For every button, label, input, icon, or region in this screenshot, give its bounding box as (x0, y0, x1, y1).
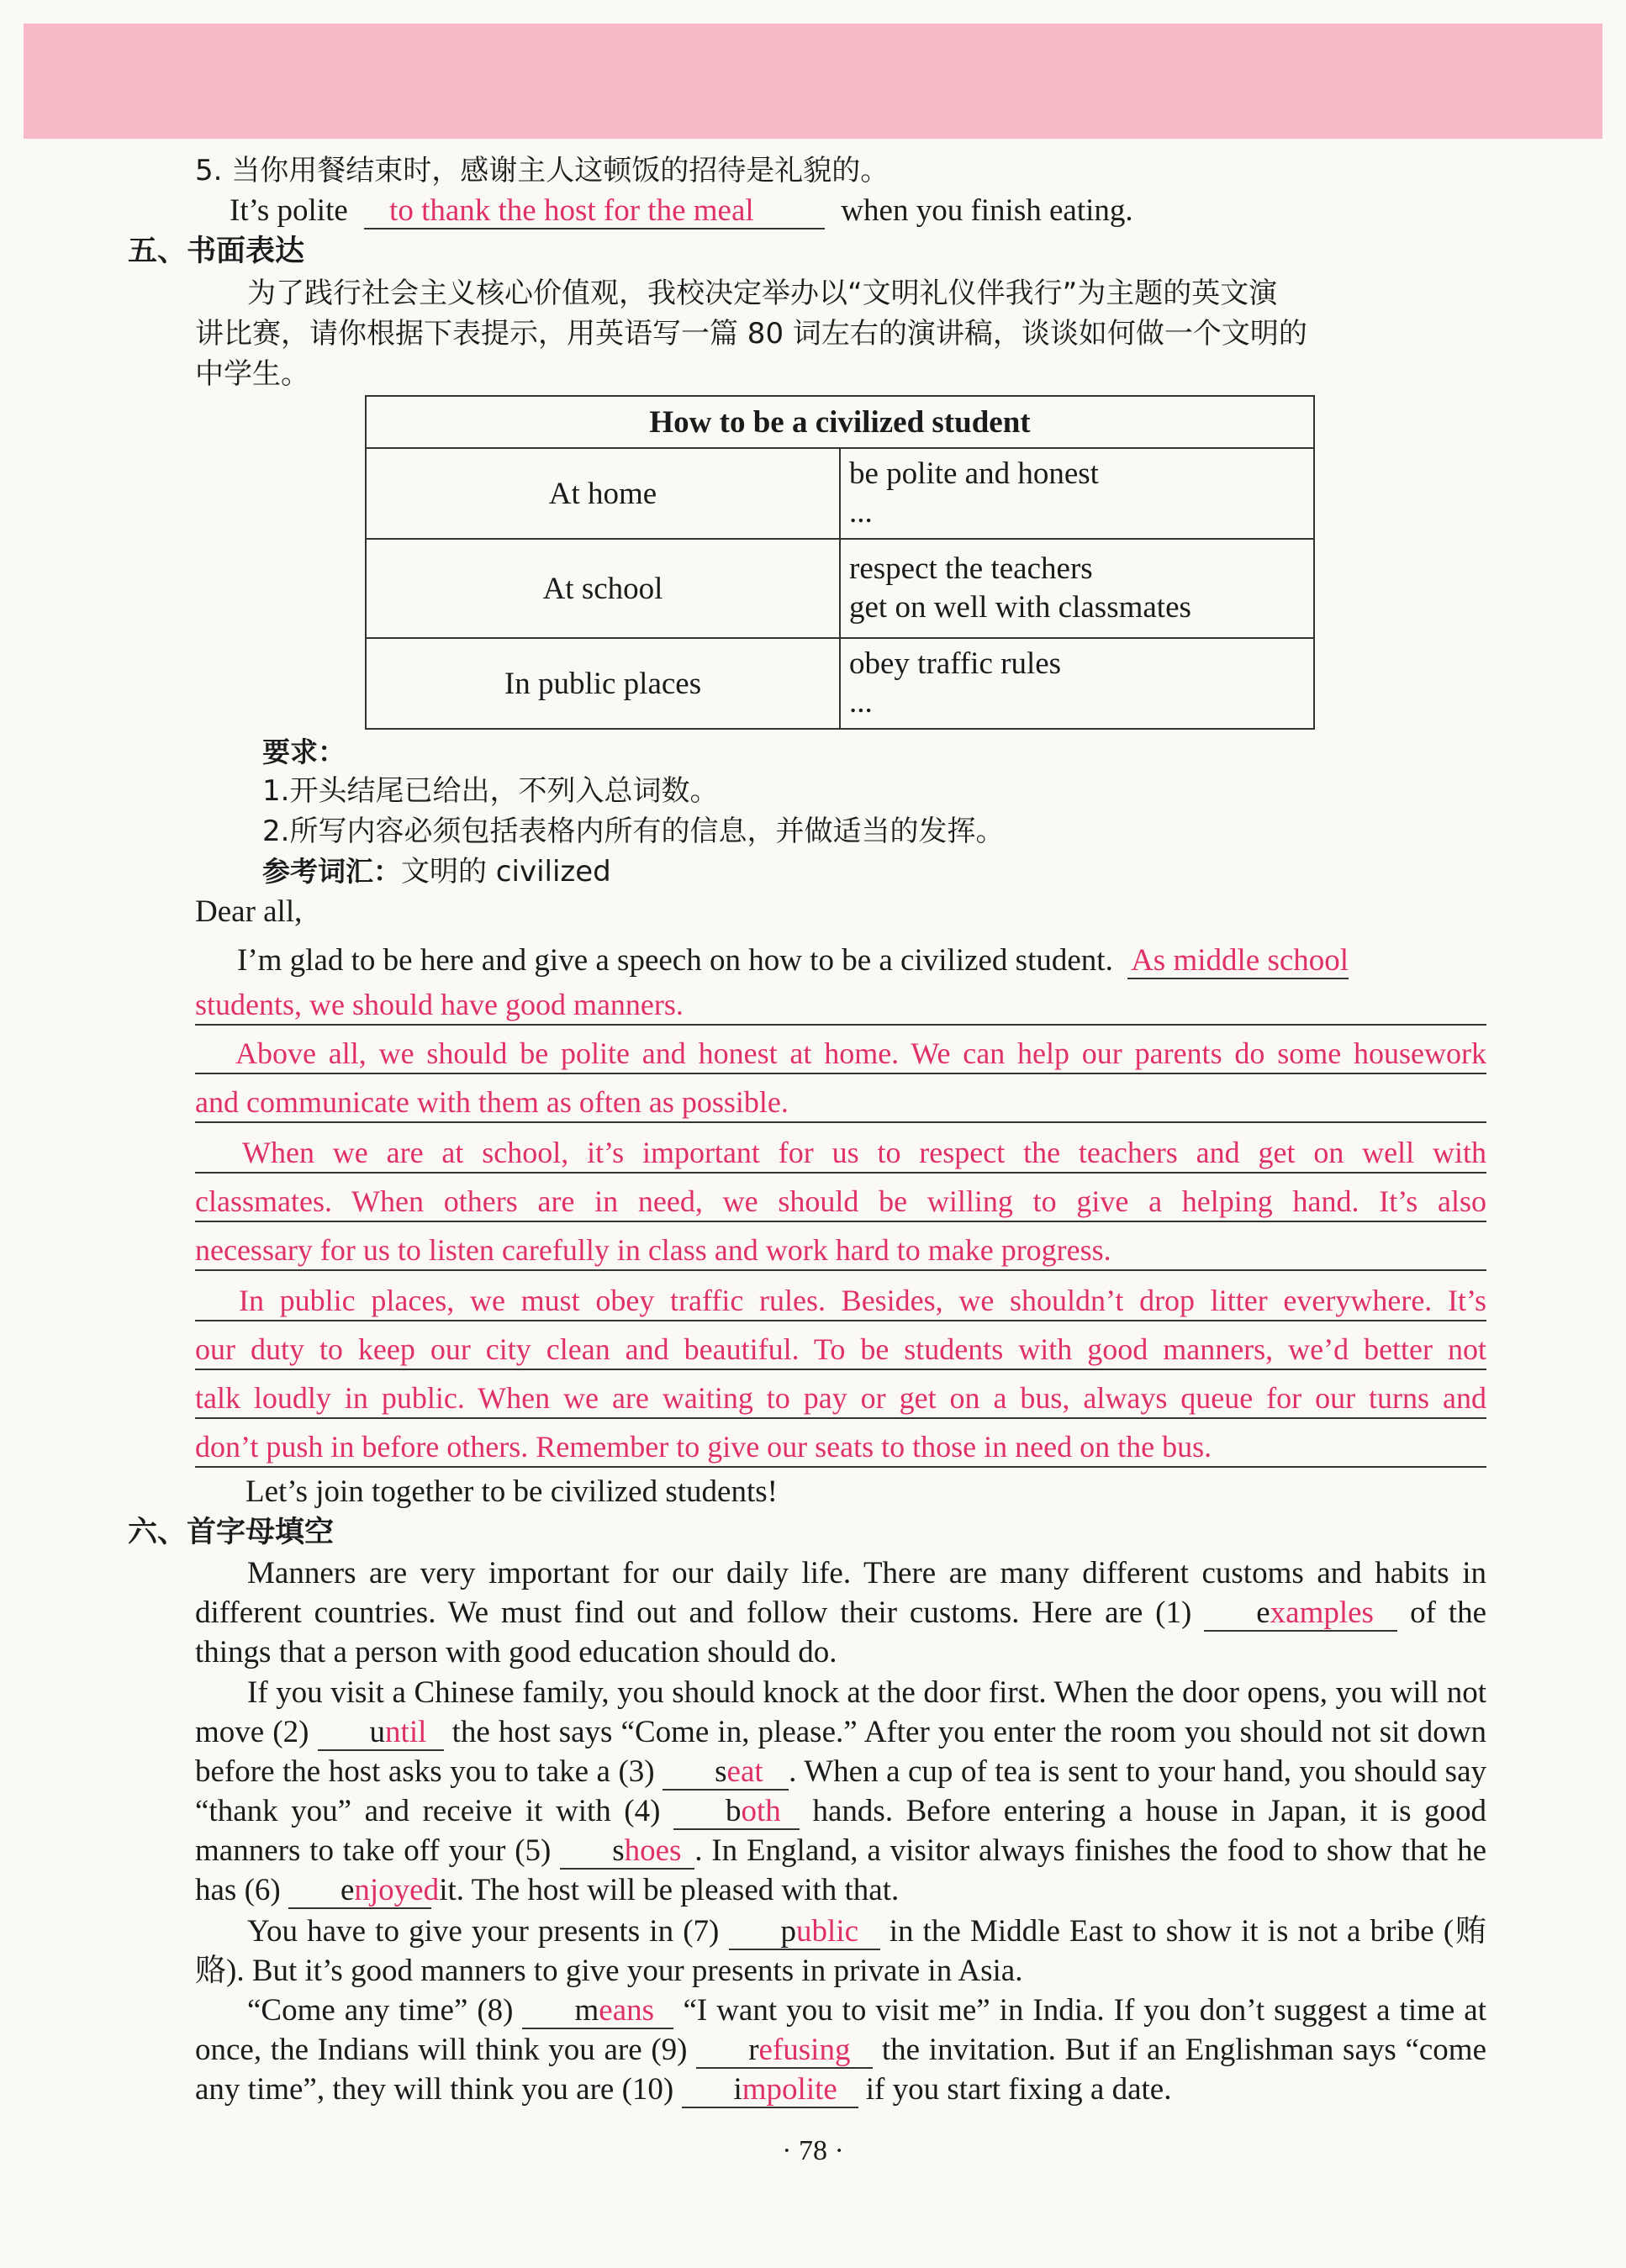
section5-title: 五、书面表达 (128, 235, 305, 268)
answer-first: As middle school (1127, 944, 1349, 979)
cloze-paragraph-1 (195, 1553, 1486, 1672)
cloze-text: the host says “Come in, please.” After you enter the room you should not sit down before the host asks you to take a (3) (195, 1715, 1486, 1789)
cloze-text: the invitation. But if an Englishman says “come any time”, they will think you are (10) (195, 2033, 1487, 2107)
table-hint-line: be polite and honest (849, 456, 1099, 491)
requirement-2: 2.所写内容必须包括表格内所有的信息，并做适当的发挥。 (262, 815, 1005, 848)
cloze-paragraph-4 (195, 1991, 1486, 2109)
cloze-blank-6: enjoyed (288, 1874, 431, 1909)
q5-before: It’s polite (230, 193, 348, 228)
q5-answer-blank (364, 194, 825, 229)
hint-table (365, 395, 1315, 730)
cloze-text: “Come any time” (8) (247, 1993, 514, 2028)
answer-line: Above all, we should be polite and honest at home. We can help our parents do some housework (195, 1034, 1486, 1074)
table-hint-line: get on well with classmates (849, 590, 1191, 625)
hint-table-title: How to be a civilized student (366, 396, 1314, 448)
opening-text: I’m glad to be here and give a speech on how to be a civilized student. (237, 943, 1113, 978)
table-hint-line: ... (849, 495, 873, 530)
answer-line: and communicate with them as often as possible. (195, 1083, 1486, 1123)
cloze-text: in the Middle East to show it is not a bribe (贿赂). But it’s good manners to give your presents in private in Asia. (195, 1914, 1487, 1988)
table-hints (840, 448, 1314, 539)
cloze-blank-5: shoes (560, 1834, 694, 1870)
cloze-text: it. The host will be pleased with that. (439, 1873, 900, 1907)
cloze-text: If you visit a Chinese family, you should knock at the door first. When the door opens, you will not move (2) (195, 1675, 1486, 1749)
table-hint-line: obey traffic rules (849, 646, 1062, 681)
prompt-line-1: 为了践行社会主义核心价值观，我校决定举办以“文明礼仪伴我行”为主题的英文演 (247, 277, 1278, 310)
cloze-blank-4: both (673, 1795, 800, 1830)
requirements-title: 要求： (262, 736, 346, 768)
vocab-line (262, 852, 611, 891)
prompt-line-3: 中学生。 (195, 357, 309, 391)
table-place: In public places (366, 638, 840, 729)
cloze-blank-2: until (318, 1716, 444, 1751)
q5-answer: to thank the host for the meal (389, 193, 754, 228)
cloze-text: if you start fixing a date. (865, 2072, 1172, 2107)
answer-line: In public places, we must obey traffic rules. Besides, we shouldn’t drop litter everywhere. It’s (195, 1281, 1486, 1321)
closing: Let’s join together to be civilized students! (245, 1474, 778, 1509)
answer-line: classmates. When others are in need, we should be willing to give a helping hand. It’s also (195, 1182, 1486, 1222)
requirement-1: 1.开头结尾已给出，不列入总词数。 (262, 774, 719, 808)
prompt-line-2: 讲比赛，请你根据下表提示，用英语写一篇 80 词左右的演讲稿，谈谈如何做一个文明的 (195, 317, 1307, 351)
greeting: Dear all, (195, 894, 303, 929)
answer-line: necessary for us to listen carefully in class and work hard to make progress. (195, 1231, 1486, 1271)
answer-line: students, we should have good manners. (195, 985, 1486, 1026)
cloze-paragraph-2 (195, 1673, 1486, 1910)
cloze-blank-7: public (729, 1915, 880, 1950)
vocab: 文明的 civilized (401, 855, 611, 889)
cloze-blank-10: impolite (682, 2073, 858, 2108)
table-hints (840, 638, 1314, 729)
table-hint-line: respect the teachers (849, 551, 1093, 586)
cloze-text: “I want you to visit me” in India. If you don’t suggest a time at once, the Indians will think you are (9) (195, 1993, 1487, 2067)
answer-line: our duty to keep our city clean and beautiful. To be students with good manners, we’d better not (195, 1330, 1486, 1370)
answer-line: don’t push in before others. Remember to give our seats to those in need on the bus. (195, 1427, 1486, 1468)
cloze-text: hands. Before entering a house in Japan, it is good manners to take off your (5) (195, 1794, 1486, 1868)
table-place: At school (366, 539, 840, 638)
table-place: At home (366, 448, 840, 539)
cloze-blank-8: means (522, 1994, 673, 2029)
table-row (366, 448, 1314, 539)
cloze-text: . When a cup of tea is sent to your hand, you should say “thank you” and receive it with (4) (195, 1754, 1487, 1828)
cloze-blank-9: refusing (696, 2033, 873, 2069)
cloze-text: . In England, a visitor always finishes the food to show that he has (6) (195, 1833, 1487, 1907)
cloze-paragraph-3 (195, 1912, 1486, 1991)
section6-title: 六、首字母填空 (128, 1516, 335, 1549)
cloze-blank-1: examples (1204, 1596, 1397, 1632)
page-number: · 78 · (782, 2135, 844, 2166)
answer-line: When we are at school, it’s important for us to respect the teachers and get on well with (195, 1133, 1486, 1174)
q5-chinese: 5. 当你用餐结束时，感谢主人这顿饭的招待是礼貌的。 (195, 154, 890, 187)
q5-after: when you finish eating. (841, 193, 1133, 228)
q5-sentence (230, 192, 1133, 230)
table-row (366, 638, 1314, 729)
cloze-text: Manners are very important for our daily life. There are many different customs and habits in different countries. We must find out and follow their customs. Here are (1) (195, 1556, 1486, 1630)
cloze-text: of the things that a person with good education should do. (195, 1596, 1487, 1669)
table-row (366, 539, 1314, 638)
answer-line: talk loudly in public. When we are waiting to pay or get on a bus, always queue for our turns and (195, 1379, 1486, 1419)
table-hint-line: ... (849, 685, 873, 720)
vocab-label: 参考词汇： (262, 855, 401, 888)
table-hints (840, 539, 1314, 638)
cloze-text: You have to give your presents in (7) (247, 1914, 720, 1949)
cloze-blank-3: seat (663, 1755, 789, 1791)
speech-opening (237, 941, 1349, 980)
